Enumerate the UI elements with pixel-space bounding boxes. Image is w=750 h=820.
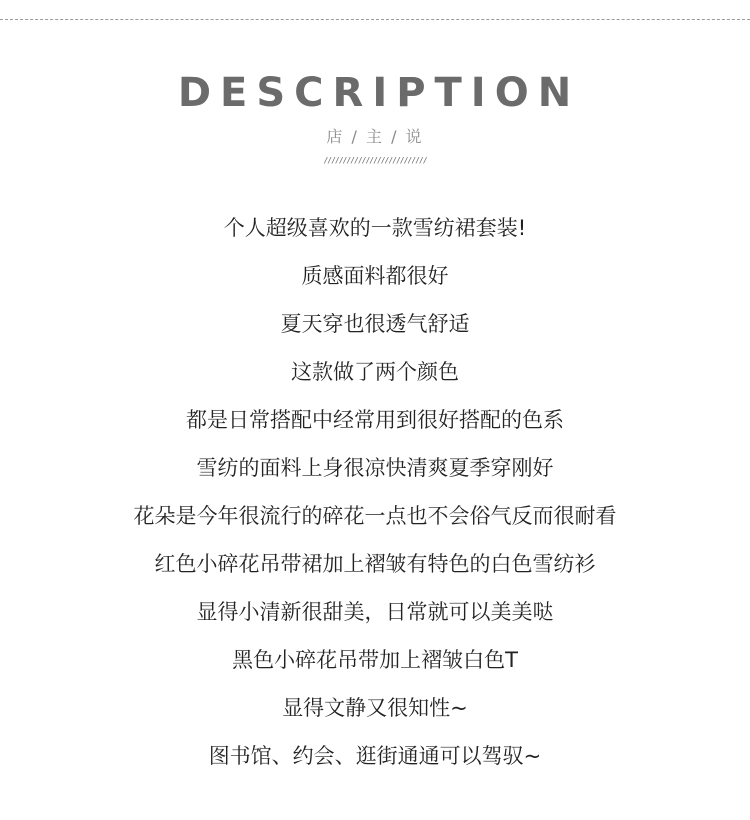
description-line: 雪纺的面料上身很凉快清爽夏季穿刚好 [196,456,554,480]
section-subtitle: 店 / 主 / 说 [326,127,424,146]
description-line: 质感面料都很好 [301,264,449,288]
top-dashed-divider [0,19,750,20]
description-line: 花朵是今年很流行的碎花一点也不会俗气反而很耐看 [133,504,617,528]
section-title: DESCRIPTION [177,70,581,116]
description-line: 显得文静又很知性~ [282,696,468,720]
description-line: 红色小碎花吊带裙加上褶皱有特色的白色雪纺衫 [154,552,596,576]
slash-divider: /////////////////////////// [323,156,427,165]
description-line: 个人超级喜欢的一款雪纺裙套装! [223,216,527,240]
description-line: 夏天穿也很透气舒适 [280,312,470,336]
description-lines [0,209,750,785]
description-line: 图书馆、约会、逛街通通可以驾驭~ [208,744,542,768]
description-line: 显得小清新很甜美，日常就可以美美哒 [196,600,554,624]
description-line: 黑色小碎花吊带加上褶皱白色T [232,648,518,672]
description-line: 这款做了两个颜色 [291,360,459,384]
description-line: 都是日常搭配中经常用到很好搭配的色系 [186,408,564,432]
